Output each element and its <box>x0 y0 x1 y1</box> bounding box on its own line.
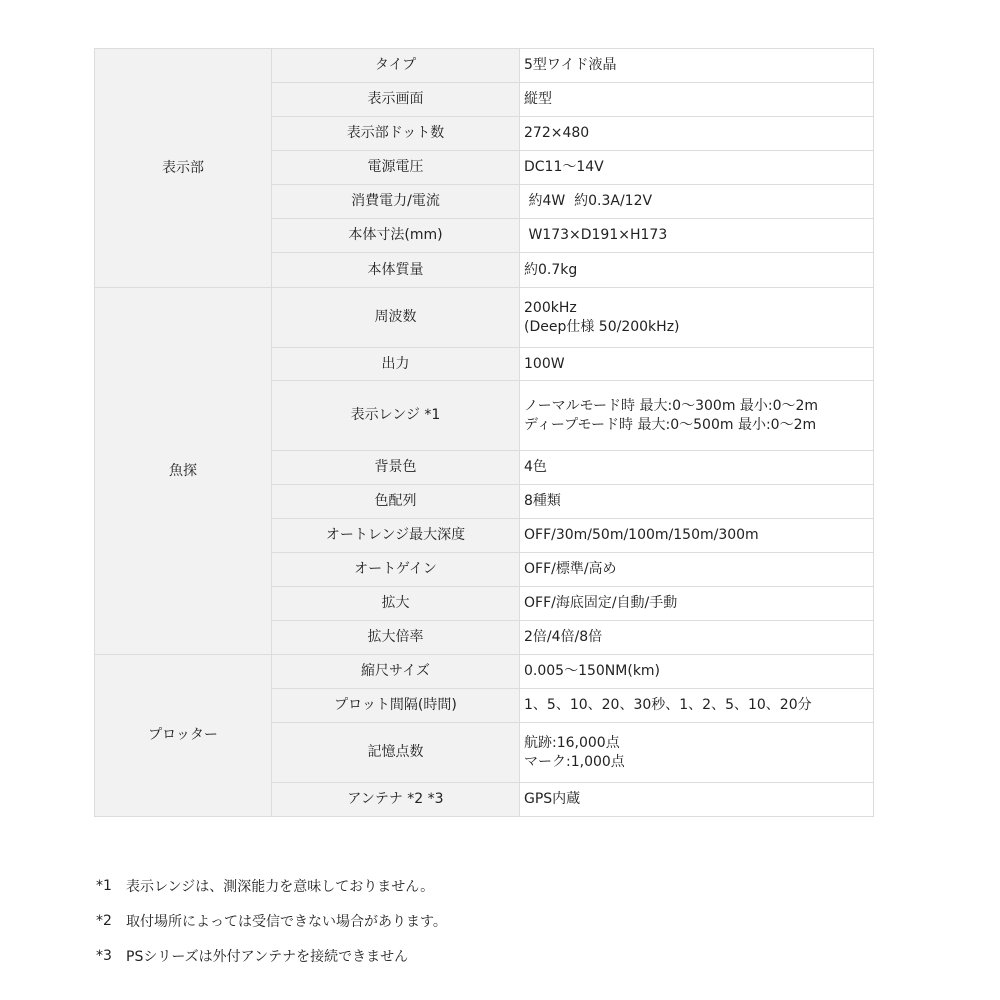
spec-value-line: ノーマルモード時 最大:0〜300m 最小:0〜2m <box>524 397 819 414</box>
spec-value-line: W173×D191×H173 <box>524 227 668 243</box>
footnote-mark: *1 <box>96 877 112 894</box>
spec-value <box>520 253 874 288</box>
spec-value <box>520 288 874 348</box>
spec-value-line: DC11〜14V <box>524 159 604 175</box>
spec-value <box>520 151 874 185</box>
footnote-mark: *2 <box>96 912 112 929</box>
spec-value-line: 200kHz <box>524 299 577 316</box>
spec-value <box>520 219 874 253</box>
spec-value-line: マーク:1,000点 <box>524 753 625 770</box>
spec-value <box>520 655 874 689</box>
spec-value <box>520 485 874 519</box>
spec-value <box>520 49 874 83</box>
spec-value <box>520 783 874 817</box>
spec-value-line: 8種類 <box>524 493 561 509</box>
spec-group-label: 表示部 <box>95 49 272 288</box>
spec-label: 表示画面 <box>272 83 520 117</box>
spec-label: 背景色 <box>272 451 520 485</box>
spec-table-body <box>95 49 874 817</box>
spec-value-line: OFF/30m/50m/100m/150m/300m <box>524 527 759 543</box>
spec-label: アンテナ *2 *3 <box>272 783 520 817</box>
spec-label: 周波数 <box>272 288 520 348</box>
spec-value <box>520 621 874 655</box>
spec-value <box>520 185 874 219</box>
spec-value-line: GPS内蔵 <box>524 791 581 807</box>
spec-value-line: 1、5、10、20、30秒、1、2、5、10、20分 <box>524 697 812 713</box>
spec-label: 表示部ドット数 <box>272 117 520 151</box>
spec-label: タイプ <box>272 49 520 83</box>
spec-value <box>520 587 874 621</box>
spec-value <box>520 519 874 553</box>
spec-value-line: 272×480 <box>524 125 590 141</box>
spec-value-line: 5型ワイド液晶 <box>524 57 617 73</box>
spec-label: オートレンジ最大深度 <box>272 519 520 553</box>
spec-group-label: 魚探 <box>95 288 272 655</box>
spec-value <box>520 381 874 451</box>
spec-label: プロット間隔(時間) <box>272 689 520 723</box>
spec-label: 色配列 <box>272 485 520 519</box>
spec-value-line: 航跡:16,000点 <box>524 734 620 751</box>
spec-value-line: 4色 <box>524 459 547 475</box>
footnote <box>96 938 447 973</box>
spec-value-line: (Deep仕様 50/200kHz) <box>524 318 680 335</box>
spec-value <box>520 553 874 587</box>
spec-value <box>520 451 874 485</box>
spec-row <box>95 655 874 689</box>
spec-value-line: 100W <box>524 355 565 372</box>
spec-label: 拡大倍率 <box>272 621 520 655</box>
footnote-text: PSシリーズは外付アンテナを接続できません <box>126 948 409 965</box>
spec-value-line: OFF/海底固定/自動/手動 <box>524 595 678 611</box>
spec-label: 本体寸法(mm) <box>272 219 520 253</box>
spec-label: オートゲイン <box>272 553 520 587</box>
spec-value-line: 約4W 約0.3A/12V <box>524 193 653 209</box>
spec-label: 縮尺サイズ <box>272 655 520 689</box>
footnote-text: 取付場所によっては受信できない場合があります。 <box>126 913 447 930</box>
spec-value-line: 約0.7kg <box>524 261 578 278</box>
spec-group-label: プロッター <box>95 655 272 817</box>
spec-value-line: ディープモード時 最大:0〜500m 最小:0〜2m <box>524 416 817 433</box>
spec-row <box>95 49 874 83</box>
spec-label: 記憶点数 <box>272 723 520 783</box>
spec-label: 電源電圧 <box>272 151 520 185</box>
spec-value-line: 2倍/4倍/8倍 <box>524 629 603 645</box>
footnote <box>96 903 447 938</box>
spec-value-line: 縦型 <box>524 91 552 107</box>
spec-value-line: OFF/標準/高め <box>524 561 617 577</box>
spec-row <box>95 288 874 348</box>
spec-label: 消費電力/電流 <box>272 185 520 219</box>
spec-value <box>520 723 874 783</box>
footnote-mark: *3 <box>96 947 112 964</box>
spec-label: 出力 <box>272 348 520 381</box>
spec-value <box>520 117 874 151</box>
spec-value <box>520 348 874 381</box>
spec-label: 本体質量 <box>272 253 520 288</box>
spec-value-line: 0.005〜150NM(km) <box>524 663 661 679</box>
spec-value <box>520 83 874 117</box>
footnote <box>96 868 447 903</box>
footnote-text: 表示レンジは、測深能力を意味しておりません。 <box>126 878 435 895</box>
spec-value <box>520 689 874 723</box>
spec-label: 表示レンジ *1 <box>272 381 520 451</box>
footnotes <box>96 868 447 973</box>
spec-label: 拡大 <box>272 587 520 621</box>
spec-table <box>94 48 874 817</box>
